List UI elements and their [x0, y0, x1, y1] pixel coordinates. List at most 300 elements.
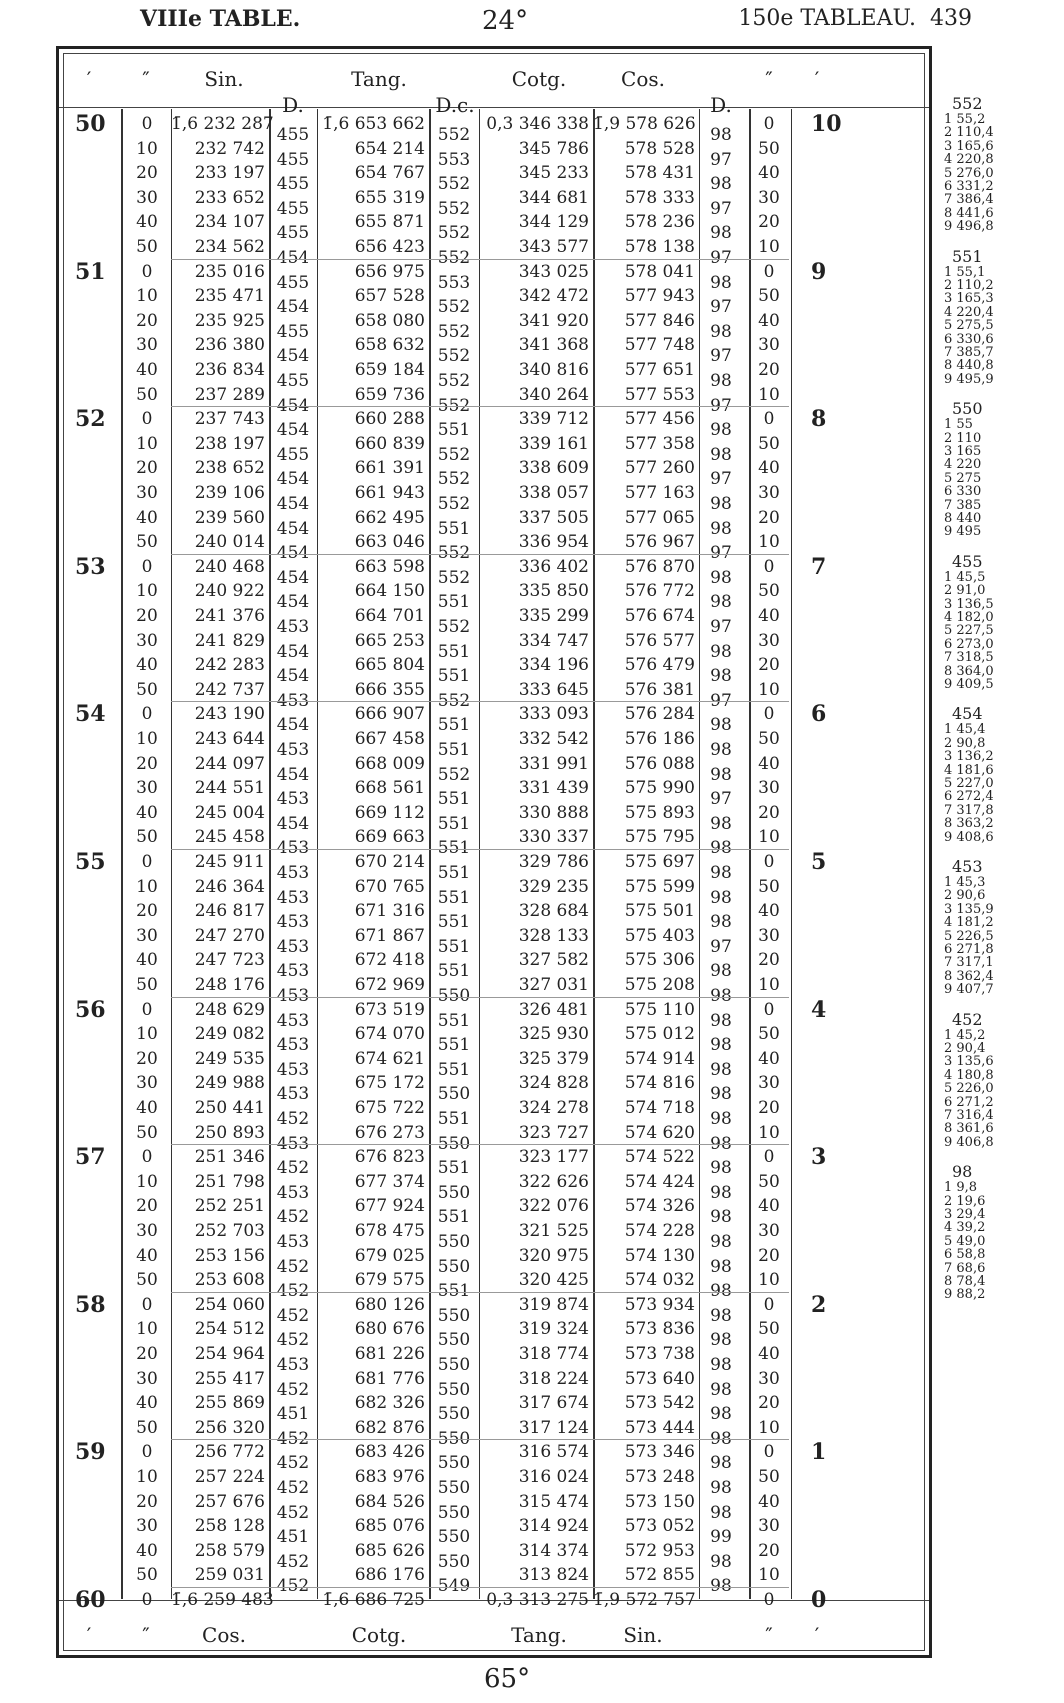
second-complement: 10 [758, 237, 780, 257]
cos-diff: 97 [710, 936, 732, 957]
second-complement: 30 [758, 630, 780, 651]
header-rule [59, 107, 929, 108]
sin-diff: 452 [276, 1453, 310, 1474]
table-row [59, 455, 929, 490]
sin-value: 235 925 [194, 310, 265, 331]
column-footer: Cotg. [351, 1623, 407, 1647]
column-header: Sin. [204, 67, 244, 91]
second-complement: 50 [758, 1319, 780, 1340]
second-value: 0 [141, 704, 153, 725]
pp-line: 5 275,5 [944, 318, 994, 334]
sin-diff: 453 [276, 690, 310, 711]
cos-diff: 98 [710, 1428, 732, 1449]
cotg-value: 333 093 [518, 704, 589, 725]
cos-diff: 97 [710, 617, 732, 637]
second-complement: 40 [758, 1344, 780, 1364]
tang-value: 672 418 [354, 950, 425, 971]
sin-diff: 453 [276, 1232, 310, 1252]
pp-line: 9 408,6 [944, 829, 994, 845]
pp-line: 8 363,2 [944, 816, 994, 832]
pp-line: 6 271,2 [944, 1094, 994, 1110]
cos-value: 577 163 [624, 483, 695, 503]
column-footer: ′ [814, 1623, 820, 1647]
pp-heading: 453 [952, 857, 983, 876]
sin-diff: 455 [276, 125, 310, 145]
second-value: 10 [136, 286, 158, 307]
cos-diff: 98 [710, 961, 732, 982]
second-value: 50 [136, 1270, 158, 1291]
cos-diff: 98 [710, 223, 732, 244]
second-value: 0 [141, 261, 153, 282]
cos-value: 577 651 [624, 360, 695, 380]
cotg-value: 318 774 [518, 1344, 589, 1364]
common-diff: 551 [437, 936, 471, 957]
second-value: 20 [136, 163, 158, 184]
table-row [59, 234, 929, 268]
table-row [59, 111, 929, 145]
second-value: 40 [136, 1540, 158, 1561]
sin-diff: 453 [276, 1084, 310, 1105]
tang-value: 671 867 [354, 925, 425, 946]
sin-value: 245 911 [194, 852, 265, 872]
table-row [59, 628, 929, 662]
common-diff: 552 [437, 567, 471, 588]
sin-diff: 454 [276, 346, 310, 367]
second-complement: 10 [758, 532, 780, 553]
cotg-value: 321 525 [518, 1221, 589, 1241]
cos-diff: 97 [710, 469, 732, 490]
sin-value: 243 190 [194, 704, 265, 725]
cos-value: 576 088 [624, 753, 695, 774]
tang-value: 677 374 [354, 1171, 425, 1192]
tang-value: 659 184 [354, 360, 425, 380]
second-complement: 20 [758, 655, 780, 676]
cos-diff: 97 [710, 198, 732, 219]
sin-diff: 452 [276, 1502, 310, 1523]
second-complement: 10 [758, 975, 780, 995]
cotg-value: 345 786 [518, 138, 589, 159]
tang-value: 674 621 [354, 1048, 425, 1069]
tang-value: 666 355 [354, 679, 425, 700]
cos-value: 576 772 [624, 581, 695, 602]
common-diff: 551 [437, 1158, 471, 1179]
minute-complement: 1 [811, 1439, 827, 1466]
second-complement: 20 [758, 1245, 780, 1266]
minute-complement: 9 [811, 258, 827, 285]
common-diff: 551 [437, 961, 471, 982]
tang-value: 685 626 [354, 1540, 425, 1561]
second-complement: 20 [758, 1098, 780, 1118]
pp-line: 8 364,0 [944, 663, 994, 679]
cos-value: 578 236 [624, 212, 695, 233]
sin-value: 254 512 [194, 1319, 265, 1340]
common-diff: 550 [437, 1502, 471, 1523]
cos-diff: 98 [710, 1379, 732, 1400]
second-value: 10 [136, 1024, 158, 1045]
second-value: 40 [136, 802, 158, 823]
sin-diff: 453 [276, 912, 310, 933]
cos-diff: 97 [710, 149, 732, 170]
common-diff: 550 [437, 1527, 471, 1548]
sin-value: 240 468 [194, 556, 265, 577]
cos-diff: 97 [710, 346, 732, 367]
second-value: 50 [136, 1417, 158, 1438]
cos-diff: 98 [710, 1158, 732, 1179]
table-row [59, 1095, 929, 1129]
cotg-value: 335 299 [518, 606, 589, 626]
second-value: 30 [136, 1516, 158, 1537]
second-complement: 0 [763, 852, 775, 872]
minute-complement: 7 [811, 553, 827, 580]
second-value: 40 [136, 1098, 158, 1118]
table-row [59, 1267, 929, 1302]
table-row [59, 1439, 929, 1474]
second-value: 0 [141, 1590, 153, 1610]
cos-value: 574 620 [624, 1122, 695, 1143]
pp-line: 4 181,6 [944, 762, 994, 778]
pp-heading: 550 [952, 399, 983, 419]
cos-diff: 98 [710, 1010, 732, 1031]
cos-value: 578 138 [624, 237, 695, 257]
cos-value: 574 326 [624, 1196, 695, 1217]
pp-line: 2 19,6 [944, 1193, 986, 1209]
sin-diff: 452 [276, 1551, 310, 1572]
cotg-value: 337 505 [518, 507, 589, 528]
table-row [59, 701, 929, 736]
second-complement: 10 [758, 1417, 780, 1438]
tang-value: 1̄,6 653 662 [322, 114, 425, 134]
table-row [59, 677, 929, 711]
cotg-value: 314 374 [518, 1540, 589, 1561]
common-diff: 552 [437, 617, 471, 637]
cotg-value: 327 031 [518, 975, 589, 995]
table-row [59, 800, 929, 834]
tang-value: 661 943 [354, 483, 425, 503]
cos-value: 575 208 [624, 975, 695, 995]
second-complement: 0 [763, 1442, 775, 1463]
cos-value: 576 870 [624, 556, 695, 577]
common-diff: 551 [437, 1010, 471, 1031]
common-diff: 551 [437, 1035, 471, 1056]
cos-value: 576 967 [624, 532, 695, 553]
second-value: 30 [136, 335, 158, 356]
sin-diff: 454 [276, 395, 310, 416]
second-value: 30 [136, 483, 158, 503]
cos-value: 573 248 [624, 1467, 695, 1487]
sin-value: 237 743 [194, 409, 265, 430]
tang-value: 1̄,6 686 725 [322, 1590, 425, 1610]
minute-complement: 8 [811, 406, 827, 433]
second-complement: 0 [763, 1294, 775, 1315]
second-complement: 0 [763, 704, 775, 725]
column-footer: Sin. [623, 1623, 663, 1647]
sin-value: 246 817 [194, 901, 265, 922]
second-value: 40 [136, 655, 158, 676]
second-complement: 40 [758, 1491, 780, 1512]
cotg-value: 317 674 [518, 1393, 589, 1414]
tang-value: 669 112 [354, 802, 425, 823]
sin-diff: 454 [276, 592, 310, 613]
cos-diff: 98 [710, 1502, 732, 1523]
table-row [59, 1390, 929, 1425]
tang-value: 683 976 [354, 1467, 425, 1487]
column-header: D. [710, 93, 732, 117]
table-row [59, 136, 929, 170]
table-row [59, 1243, 929, 1277]
pp-line: 9 88,2 [944, 1287, 986, 1303]
pp-line: 5 227,0 [944, 776, 994, 791]
second-value: 20 [136, 1491, 158, 1512]
cos-value: 574 914 [624, 1048, 695, 1069]
sin-value: 238 652 [194, 458, 265, 479]
second-value: 40 [136, 507, 158, 528]
second-complement: 0 [763, 1590, 775, 1610]
pp-line: 6 273,0 [944, 636, 994, 652]
common-diff: 550 [437, 1305, 471, 1326]
cos-value: 574 522 [624, 1147, 695, 1168]
second-value: 0 [141, 852, 153, 872]
minute-label: 51 [75, 258, 106, 285]
tang-value: 680 676 [354, 1319, 425, 1340]
sin-value: 253 156 [194, 1245, 265, 1266]
sin-value: 241 376 [194, 606, 265, 626]
table-row [59, 308, 929, 342]
cos-diff: 98 [710, 321, 732, 342]
pp-line: 1 45,3 [944, 875, 986, 890]
cos-value: 576 674 [624, 606, 695, 626]
minute-rule [171, 701, 789, 702]
tang-value: 660 839 [354, 433, 425, 454]
complement-degree: 65° [484, 1664, 531, 1694]
second-value: 10 [136, 876, 158, 897]
minute-label: 60 [75, 1587, 106, 1613]
pp-line: 4 39,2 [944, 1220, 986, 1236]
sin-diff: 455 [276, 198, 310, 219]
cos-diff: 97 [710, 395, 732, 416]
common-diff: 550 [437, 1355, 471, 1375]
second-value: 20 [136, 1344, 158, 1364]
second-complement: 0 [763, 261, 775, 282]
second-complement: 30 [758, 778, 780, 799]
cos-value: 576 577 [624, 630, 695, 651]
pp-line: 7 385 [944, 497, 982, 513]
second-complement: 30 [758, 483, 780, 503]
second-complement: 30 [758, 1221, 780, 1241]
second-complement: 10 [758, 679, 780, 700]
cotg-value: 329 235 [518, 876, 589, 897]
cos-value: 576 186 [624, 729, 695, 749]
sin-value: 1̄,6 259 483 [171, 1590, 274, 1610]
second-value: 30 [136, 1368, 158, 1389]
cotg-value: 339 712 [518, 409, 589, 430]
sin-diff: 452 [276, 1305, 310, 1326]
pp-line: 8 440 [944, 511, 982, 526]
table-row [59, 1070, 929, 1105]
cos-diff: 98 [710, 125, 732, 145]
table-row [59, 1316, 929, 1351]
table-row [59, 160, 929, 195]
sin-value: 242 737 [194, 679, 265, 700]
cos-diff: 98 [710, 1478, 732, 1498]
common-diff: 551 [437, 420, 471, 441]
second-complement: 10 [758, 1565, 780, 1586]
cotg-value: 338 057 [518, 483, 589, 503]
minute-rule [171, 1144, 789, 1145]
minute-rule [171, 554, 789, 555]
second-complement: 50 [758, 876, 780, 897]
minute-complement: 0 [811, 1587, 827, 1613]
common-diff: 550 [437, 1478, 471, 1498]
sin-diff: 454 [276, 469, 310, 490]
sin-value: 244 551 [194, 778, 265, 799]
sin-value: 242 283 [194, 655, 265, 676]
table-row [59, 1169, 929, 1203]
second-value: 50 [136, 384, 158, 405]
table-row [59, 603, 929, 637]
sin-value: 258 128 [194, 1516, 265, 1537]
sin-value: 232 742 [194, 138, 265, 159]
sin-value: 254 060 [194, 1294, 265, 1315]
common-diff: 550 [437, 1182, 471, 1203]
pp-line: 6 271,8 [944, 942, 994, 957]
sin-value: 256 772 [194, 1442, 265, 1463]
cotg-value: 327 582 [518, 950, 589, 971]
second-value: 10 [136, 433, 158, 454]
cos-value: 574 130 [624, 1245, 695, 1266]
sin-diff: 454 [276, 494, 310, 514]
minute-rule [171, 406, 789, 407]
minute-complement: 2 [811, 1291, 827, 1318]
sin-diff: 453 [276, 617, 310, 637]
common-diff: 550 [437, 1084, 471, 1105]
second-value: 20 [136, 606, 158, 626]
pp-line: 3 165,6 [944, 138, 994, 154]
tang-value: 682 326 [354, 1393, 425, 1414]
table-row [59, 1587, 929, 1612]
cotg-value: 314 924 [518, 1516, 589, 1537]
cos-diff: 99 [710, 1527, 732, 1548]
table-row [59, 185, 929, 219]
pp-line: 5 226,0 [944, 1081, 994, 1097]
tang-value: 664 150 [354, 581, 425, 602]
sin-value: 252 251 [194, 1196, 265, 1217]
common-diff: 551 [437, 715, 471, 736]
second-complement: 20 [758, 1393, 780, 1414]
tang-value: 659 736 [354, 384, 425, 405]
cos-value: 577 748 [624, 335, 695, 356]
cotg-value: 345 233 [518, 163, 589, 184]
pp-line: 1 9,8 [944, 1180, 978, 1196]
common-diff: 552 [437, 297, 471, 318]
tang-value: 681 226 [354, 1344, 425, 1364]
minute-label: 57 [75, 1144, 106, 1171]
tang-value: 686 176 [354, 1565, 425, 1586]
common-diff: 550 [437, 1133, 471, 1154]
cos-value: 577 260 [624, 458, 695, 479]
cos-diff: 98 [710, 1576, 732, 1597]
sin-diff: 453 [276, 1182, 310, 1203]
pp-line: 7 316,4 [944, 1108, 994, 1123]
cotg-value: 326 481 [518, 999, 589, 1020]
cos-diff: 98 [710, 813, 732, 834]
pp-line: 5 275 [944, 470, 982, 486]
cos-value: 578 041 [624, 261, 695, 282]
second-value: 0 [141, 999, 153, 1020]
tang-value: 675 722 [354, 1098, 425, 1118]
cos-value: 572 953 [624, 1540, 695, 1561]
second-complement: 40 [758, 901, 780, 922]
second-value: 10 [136, 1171, 158, 1192]
table-row [59, 529, 929, 564]
sin-diff: 454 [276, 248, 310, 268]
minute-label: 55 [75, 849, 106, 875]
cotg-value: 342 472 [518, 286, 589, 307]
second-complement: 50 [758, 138, 780, 159]
minute-label: 54 [75, 701, 106, 728]
cotg-value: 322 626 [518, 1171, 589, 1192]
sin-value: 233 197 [194, 163, 265, 184]
tang-value: 677 924 [354, 1196, 425, 1217]
common-diff: 550 [437, 1551, 471, 1572]
second-value: 30 [136, 187, 158, 208]
second-complement: 10 [758, 827, 780, 848]
tang-value: 670 214 [354, 852, 425, 872]
sin-diff: 453 [276, 961, 310, 982]
sin-diff: 452 [276, 1256, 310, 1277]
sin-value: 255 417 [194, 1368, 265, 1389]
sin-value: 235 016 [194, 261, 265, 282]
tang-value: 662 495 [354, 507, 425, 528]
table-row [59, 751, 929, 785]
column-header: ″ [765, 67, 773, 91]
table-row [59, 283, 929, 318]
cos-value: 573 150 [624, 1491, 695, 1512]
common-diff: 550 [437, 1404, 471, 1425]
pp-line: 8 362,4 [944, 968, 994, 984]
sin-value: 252 703 [194, 1221, 265, 1241]
cos-diff: 97 [710, 297, 732, 318]
sin-value: 258 579 [194, 1540, 265, 1561]
table-row [59, 923, 929, 957]
common-diff: 550 [437, 1256, 471, 1277]
sin-diff: 454 [276, 813, 310, 834]
sin-value: 250 893 [194, 1122, 265, 1143]
cos-diff: 98 [710, 1330, 732, 1351]
sin-diff: 453 [276, 789, 310, 810]
cos-value: 575 990 [624, 778, 695, 799]
cos-value: 574 424 [624, 1171, 695, 1192]
tang-value: 668 561 [354, 778, 425, 799]
second-value: 10 [136, 1319, 158, 1340]
cotg-value: 322 076 [518, 1196, 589, 1217]
column-footer: ″ [765, 1623, 773, 1647]
minute-complement: 6 [811, 701, 827, 728]
table-row [59, 775, 929, 810]
pp-line: 9 495,9 [944, 371, 994, 387]
table-row [59, 480, 929, 514]
cos-value: 576 381 [624, 679, 695, 700]
sin-diff: 451 [276, 1527, 310, 1548]
second-complement: 0 [763, 114, 775, 134]
sin-value: 243 644 [194, 729, 265, 749]
pp-line: 6 272,4 [944, 789, 994, 805]
tang-value: 674 070 [354, 1024, 425, 1045]
pp-line: 9 407,7 [944, 982, 994, 998]
cos-diff: 98 [710, 518, 732, 539]
sin-value: 238 197 [194, 433, 265, 454]
sin-diff: 455 [276, 371, 310, 391]
table-row [59, 406, 929, 441]
